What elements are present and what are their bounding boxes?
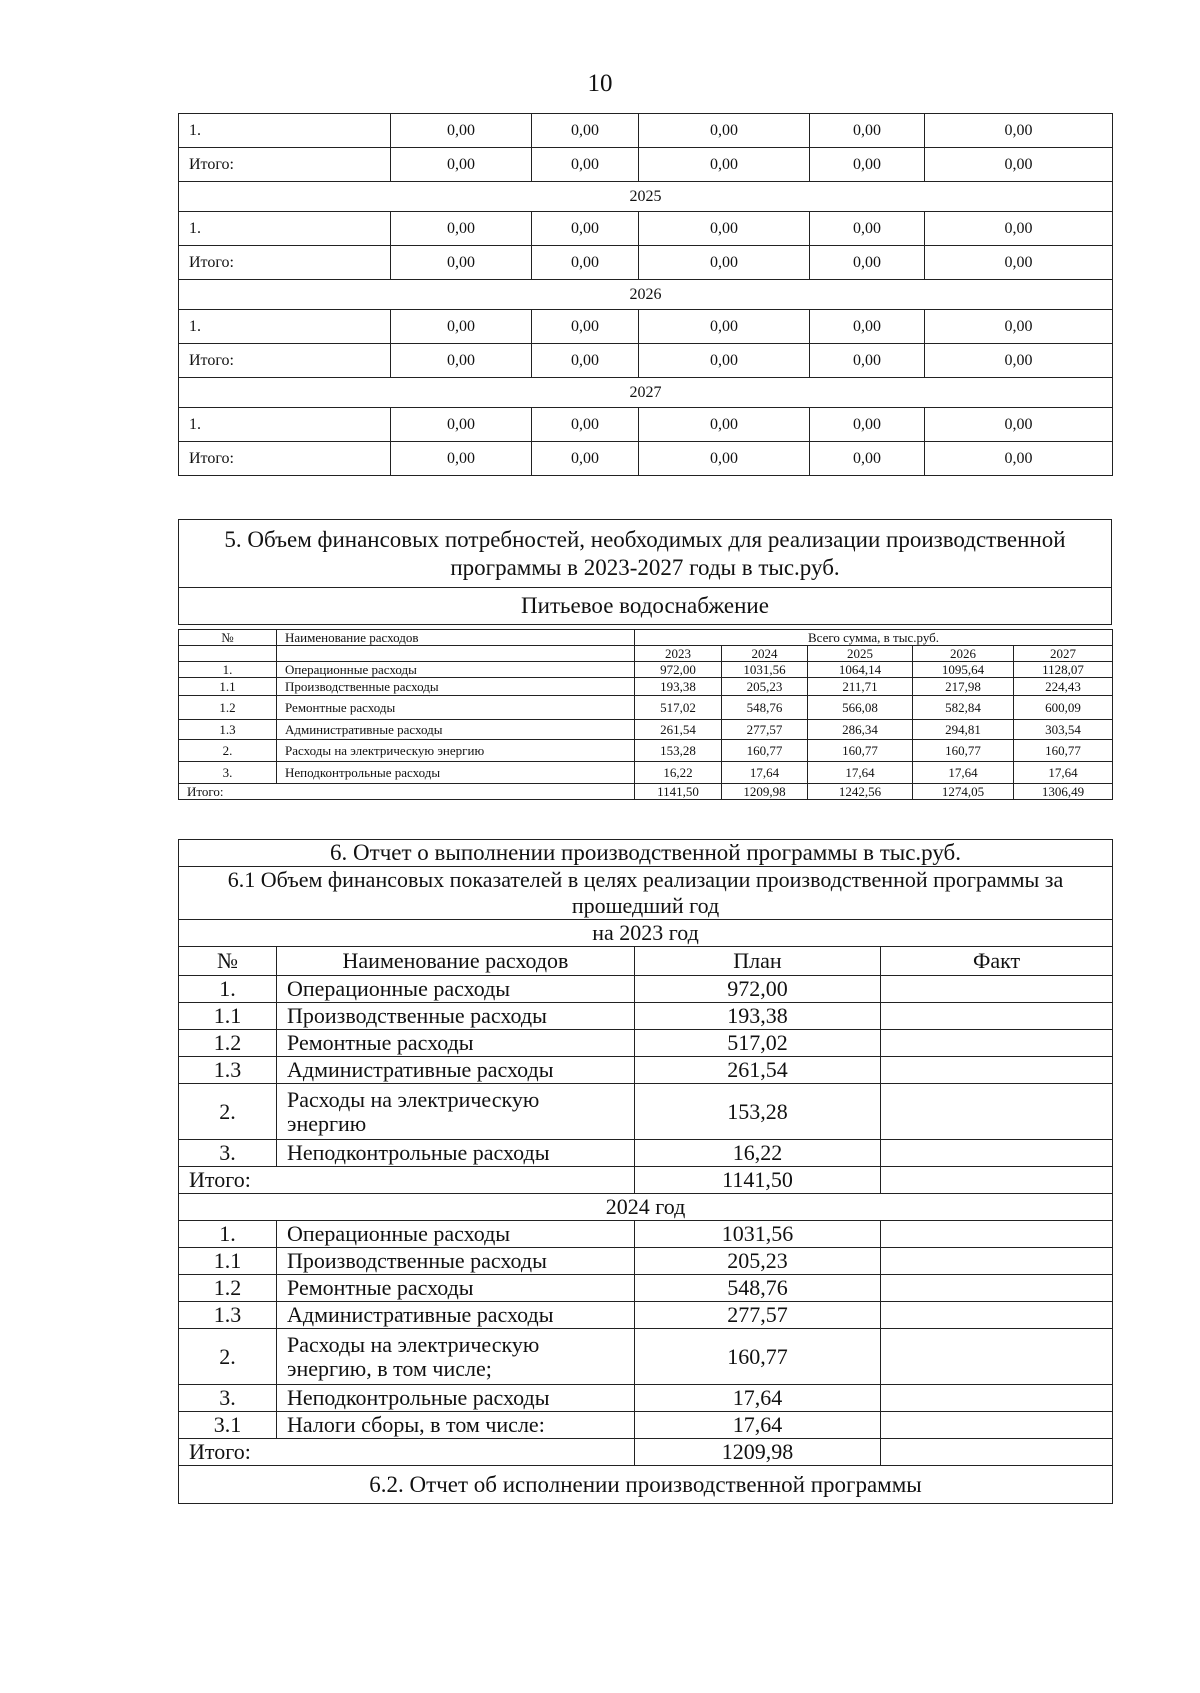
section5-header-table: [178, 519, 1112, 625]
row-value: 0,00: [925, 212, 1113, 246]
row-value: 0,00: [532, 246, 639, 280]
fact-value: [881, 1412, 1113, 1439]
row-value: 0,00: [639, 114, 810, 148]
row-value: 294,81: [913, 720, 1014, 740]
table-row: [179, 696, 1113, 720]
row-value: 0,00: [639, 148, 810, 182]
total-value: 1141,50: [635, 784, 722, 800]
row-name: Ремонтные расходы: [277, 1030, 635, 1057]
fact-value: [881, 1030, 1113, 1057]
total-value: 1274,05: [913, 784, 1014, 800]
section6-subtitle: 6.1 Объем финансовых показателей в целях реализации производственной программы за прошедший год: [179, 867, 1113, 920]
plan-value: 153,28: [635, 1084, 881, 1140]
row-name: Операционные расходы: [277, 1221, 635, 1248]
table-row: [179, 720, 1113, 740]
section6-title: 6. Отчет о выполнении производственной программы в тыс.руб.: [179, 840, 1113, 867]
table-row: [179, 976, 1113, 1003]
total-fact-value: [881, 1439, 1113, 1466]
row-value: 193,38: [635, 678, 722, 696]
total-label: Итого:: [179, 1167, 635, 1194]
row-value: 0,00: [391, 114, 532, 148]
row-label: 1.: [179, 212, 391, 246]
section5-title: 5. Объем финансовых потребностей, необходимых для реализации производственной программы в 2023-2027 годы в тыс.руб.: [179, 520, 1112, 588]
table-row: [179, 678, 1113, 696]
table-row: [179, 1302, 1113, 1329]
row-value: 0,00: [810, 114, 925, 148]
row-value: 0,00: [391, 246, 532, 280]
row-value: 0,00: [810, 246, 925, 280]
fact-value: [881, 1275, 1113, 1302]
section5-costs-table: [178, 629, 1113, 800]
row-value: 16,22: [635, 762, 722, 784]
row-value: 160,77: [1014, 740, 1113, 762]
table-row: [179, 1412, 1113, 1439]
row-number: 1.1: [179, 1248, 277, 1275]
row-value: 0,00: [532, 212, 639, 246]
fact-value: [881, 1057, 1113, 1084]
row-value: 17,64: [722, 762, 808, 784]
row-value: 517,02: [635, 696, 722, 720]
plan-value: 548,76: [635, 1275, 881, 1302]
plan-value: 193,38: [635, 1003, 881, 1030]
row-value: 0,00: [532, 310, 639, 344]
year-header: 2023: [635, 646, 722, 662]
col-name-header: Наименование расходов: [277, 630, 635, 646]
total-plan-value: 1209,98: [635, 1439, 881, 1466]
row-value: 600,09: [1014, 696, 1113, 720]
fact-value: [881, 1248, 1113, 1275]
total-row: [179, 784, 1113, 800]
row-name: Производственные расходы: [277, 678, 635, 696]
row-number: 1.3: [179, 1057, 277, 1084]
row-label: Итого:: [179, 344, 391, 378]
row-name: Административные расходы: [277, 720, 635, 740]
plan-value: 277,57: [635, 1302, 881, 1329]
table-row: [179, 246, 1113, 280]
row-label: Итого:: [179, 246, 391, 280]
row-label: Итого:: [179, 442, 391, 476]
row-value: 0,00: [810, 442, 925, 476]
row-value: 153,28: [635, 740, 722, 762]
row-number: 1.2: [179, 696, 277, 720]
row-number: 3.: [179, 1385, 277, 1412]
total-value: 1306,49: [1014, 784, 1113, 800]
row-name: Ремонтные расходы: [277, 1275, 635, 1302]
section62-title: 6.2. Отчет об исполнении производственной программы: [179, 1466, 1113, 1504]
row-label: 1.: [179, 310, 391, 344]
plan-value: 16,22: [635, 1140, 881, 1167]
row-value: 0,00: [391, 408, 532, 442]
row-value: 0,00: [532, 344, 639, 378]
row-number: 3.: [179, 762, 277, 784]
year-2024-label: 2024 год: [179, 1194, 1113, 1221]
row-value: 0,00: [925, 114, 1113, 148]
row-value: 277,57: [722, 720, 808, 740]
row-name: Административные расходы: [277, 1057, 635, 1084]
table-row: [179, 344, 1113, 378]
row-value: 0,00: [532, 408, 639, 442]
row-value: 0,00: [925, 246, 1113, 280]
row-number: 1.: [179, 662, 277, 678]
table-row: [179, 1057, 1113, 1084]
table-row: [179, 1385, 1113, 1412]
row-value: 1128,07: [1014, 662, 1113, 678]
col-name-header: Наименование расходов: [277, 947, 635, 976]
row-value: 17,64: [808, 762, 913, 784]
plan-value: 17,64: [635, 1385, 881, 1412]
year-header: 2027: [1014, 646, 1113, 662]
total-label: Итого:: [179, 784, 635, 800]
page-number: 10: [587, 70, 613, 97]
year-header: 2024: [722, 646, 808, 662]
row-value: 582,84: [913, 696, 1014, 720]
row-value: 0,00: [391, 442, 532, 476]
total-fact-value: [881, 1167, 1113, 1194]
table-row: [179, 1003, 1113, 1030]
row-value: 0,00: [925, 310, 1113, 344]
row-number: 1.: [179, 1221, 277, 1248]
row-number: 3.1: [179, 1412, 277, 1439]
col-number-header: №: [179, 947, 277, 976]
row-name: Расходы на электрическую энергию, в том числе;: [277, 1329, 635, 1385]
total-plan-value: 1141,50: [635, 1167, 881, 1194]
row-name: Производственные расходы: [277, 1003, 635, 1030]
row-value: 0,00: [532, 442, 639, 476]
plan-value: 205,23: [635, 1248, 881, 1275]
row-value: 0,00: [391, 310, 532, 344]
row-value: 0,00: [532, 114, 639, 148]
row-value: 0,00: [391, 148, 532, 182]
row-value: 0,00: [391, 212, 532, 246]
row-value: 1031,56: [722, 662, 808, 678]
table-row: [179, 662, 1113, 678]
table-row: [179, 212, 1113, 246]
row-number: 2.: [179, 1329, 277, 1385]
row-number: 1.2: [179, 1275, 277, 1302]
row-value: 303,54: [1014, 720, 1113, 740]
row-name: Неподконтрольные расходы: [277, 1385, 635, 1412]
row-value: 0,00: [639, 442, 810, 476]
row-label: Итого:: [179, 148, 391, 182]
fact-value: [881, 1084, 1113, 1140]
plan-value: 517,02: [635, 1030, 881, 1057]
row-number: 1.1: [179, 678, 277, 696]
plan-value: 972,00: [635, 976, 881, 1003]
row-value: 0,00: [810, 310, 925, 344]
total-row: [179, 1439, 1113, 1466]
row-name: Операционные расходы: [277, 662, 635, 678]
total-value: 1242,56: [808, 784, 913, 800]
row-value: 0,00: [532, 148, 639, 182]
section5-subtitle: Питьевое водоснабжение: [179, 588, 1112, 625]
table-row: [179, 1248, 1113, 1275]
fact-value: [881, 976, 1113, 1003]
row-value: 261,54: [635, 720, 722, 740]
row-value: 160,77: [722, 740, 808, 762]
table-row: [179, 310, 1113, 344]
row-number: 1.3: [179, 720, 277, 740]
row-value: 0,00: [639, 310, 810, 344]
row-value: 160,77: [913, 740, 1014, 762]
row-value: 0,00: [925, 148, 1113, 182]
plan-value: 1031,56: [635, 1221, 881, 1248]
row-value: 0,00: [925, 442, 1113, 476]
col-number-header: №: [179, 630, 277, 646]
row-number: 1.3: [179, 1302, 277, 1329]
row-value: 286,34: [808, 720, 913, 740]
row-name: Производственные расходы: [277, 1248, 635, 1275]
table-row: [179, 1084, 1113, 1140]
row-value: 17,64: [1014, 762, 1113, 784]
row-value: 0,00: [810, 408, 925, 442]
row-value: 0,00: [639, 212, 810, 246]
year-header: 2026: [913, 646, 1014, 662]
row-name: Неподконтрольные расходы: [277, 762, 635, 784]
year-label: 2025: [179, 182, 1113, 212]
table-row: [179, 114, 1113, 148]
table-row: [179, 1140, 1113, 1167]
year-2023-label: на 2023 год: [179, 920, 1113, 947]
row-value: 217,98: [913, 678, 1014, 696]
fact-value: [881, 1302, 1113, 1329]
table-row: [179, 408, 1113, 442]
year-label: 2026: [179, 280, 1113, 310]
row-name: Расходы на электрическую энергию: [277, 740, 635, 762]
row-value: 972,00: [635, 662, 722, 678]
row-label: 1.: [179, 408, 391, 442]
row-number: 2.: [179, 1084, 277, 1140]
row-number: 1.2: [179, 1030, 277, 1057]
col-total-header: Всего сумма, в тыс.руб.: [635, 630, 1113, 646]
row-name: Ремонтные расходы: [277, 696, 635, 720]
row-value: 0,00: [925, 344, 1113, 378]
table-row: [179, 762, 1113, 784]
year-header: 2025: [808, 646, 913, 662]
year-label: 2027: [179, 378, 1113, 408]
row-value: 1095,64: [913, 662, 1014, 678]
col-fact-header: Факт: [881, 947, 1113, 976]
fact-value: [881, 1329, 1113, 1385]
total-label: Итого:: [179, 1439, 635, 1466]
row-value: 224,43: [1014, 678, 1113, 696]
row-number: 1.1: [179, 1003, 277, 1030]
row-value: 0,00: [810, 148, 925, 182]
table-row: [179, 1275, 1113, 1302]
row-value: 17,64: [913, 762, 1014, 784]
fact-value: [881, 1140, 1113, 1167]
row-name: Операционные расходы: [277, 976, 635, 1003]
total-row: [179, 1167, 1113, 1194]
row-label: 1.: [179, 114, 391, 148]
row-value: 566,08: [808, 696, 913, 720]
table-row: [179, 1329, 1113, 1385]
fact-value: [881, 1221, 1113, 1248]
row-number: 2.: [179, 740, 277, 762]
section6-table: [178, 839, 1113, 1504]
row-name: Административные расходы: [277, 1302, 635, 1329]
fact-value: [881, 1385, 1113, 1412]
row-name: Расходы на электрическую энергию: [277, 1084, 635, 1140]
table-row: [179, 740, 1113, 762]
years-header-row: [179, 646, 1113, 662]
row-name: Налоги сборы, в том числе:: [277, 1412, 635, 1439]
row-value: 160,77: [808, 740, 913, 762]
row-value: 0,00: [925, 408, 1113, 442]
row-value: 1064,14: [808, 662, 913, 678]
plan-value: 261,54: [635, 1057, 881, 1084]
col-plan-header: План: [635, 947, 881, 976]
table-row: [179, 1030, 1113, 1057]
row-value: 0,00: [639, 408, 810, 442]
row-number: 3.: [179, 1140, 277, 1167]
row-value: 0,00: [391, 344, 532, 378]
row-value: 211,71: [808, 678, 913, 696]
row-value: 0,00: [810, 212, 925, 246]
row-value: 205,23: [722, 678, 808, 696]
zero-values-table: [178, 113, 1113, 476]
fact-value: [881, 1003, 1113, 1030]
row-number: 1.: [179, 976, 277, 1003]
row-value: 0,00: [639, 344, 810, 378]
plan-value: 17,64: [635, 1412, 881, 1439]
table-row: [179, 1221, 1113, 1248]
table-row: [179, 442, 1113, 476]
plan-value: 160,77: [635, 1329, 881, 1385]
row-value: 548,76: [722, 696, 808, 720]
row-name: Неподконтрольные расходы: [277, 1140, 635, 1167]
row-value: 0,00: [639, 246, 810, 280]
total-value: 1209,98: [722, 784, 808, 800]
row-value: 0,00: [810, 344, 925, 378]
table-row: [179, 148, 1113, 182]
